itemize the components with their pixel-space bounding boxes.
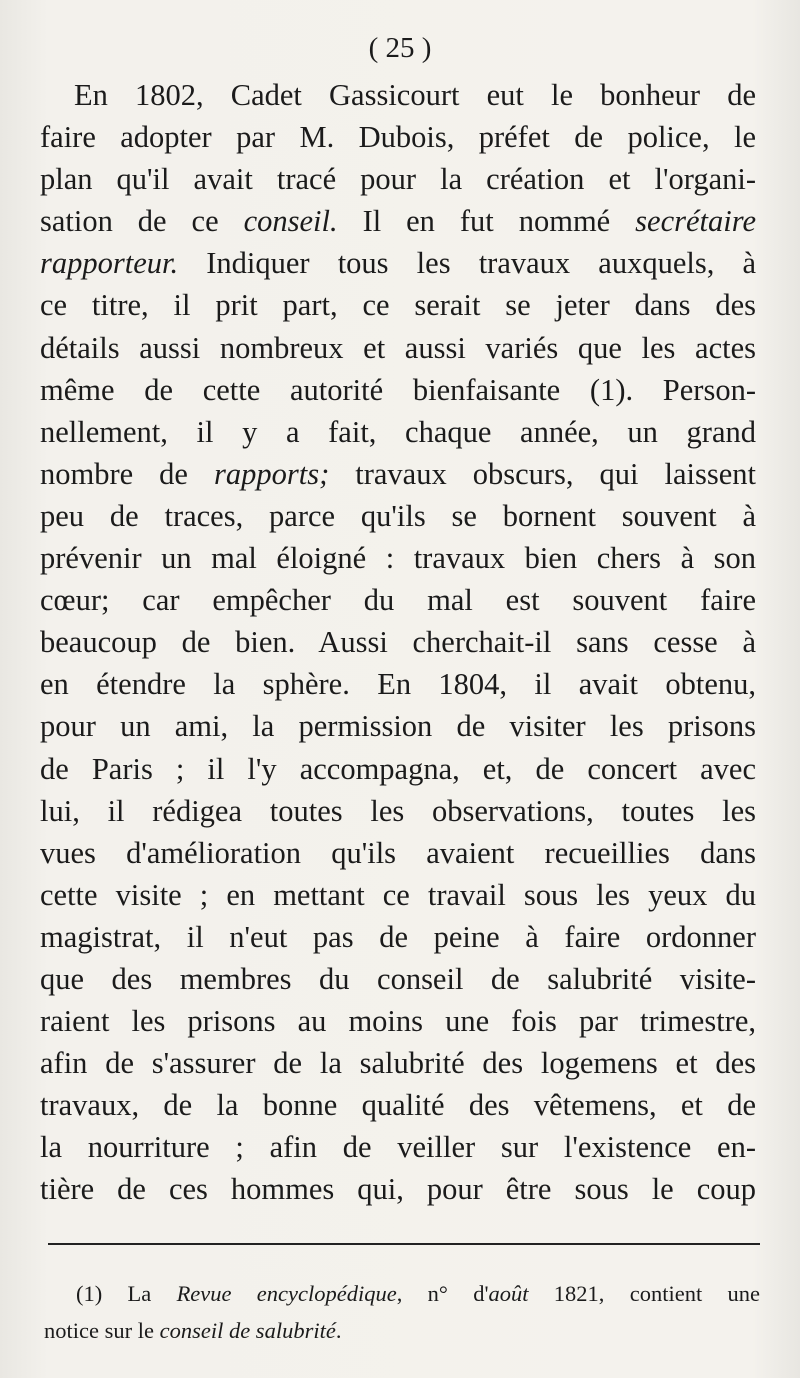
text-line bbox=[40, 411, 756, 453]
text-segment: plan qu'il avait tracé pour la création et l'organi- bbox=[40, 162, 756, 197]
footnote-separator bbox=[48, 1243, 760, 1245]
page-number: ( 25 ) bbox=[368, 32, 432, 64]
text-segment: beaucoup de bien. Aussi cherchait-il sans cesse à bbox=[40, 625, 756, 660]
text-line bbox=[40, 369, 756, 411]
text-line bbox=[40, 1168, 756, 1210]
text-segment: prévenir un mal éloigné : travaux bien chers à son bbox=[40, 541, 756, 576]
text-line bbox=[40, 453, 756, 495]
text-segment: sation de ce bbox=[40, 204, 244, 239]
text-line bbox=[40, 327, 756, 369]
text-line bbox=[40, 790, 756, 832]
text-segment: la nourriture ; afin de veiller sur l'existence en- bbox=[40, 1130, 756, 1165]
text-line bbox=[40, 832, 756, 874]
footnote-segment: notice sur le bbox=[44, 1318, 160, 1343]
text-segment: rapports; bbox=[213, 456, 330, 491]
text-segment: Il en fut nommé bbox=[337, 204, 636, 239]
text-line bbox=[40, 116, 756, 158]
text-line bbox=[40, 748, 756, 790]
text-line bbox=[40, 579, 756, 621]
text-segment: pour un ami, la permission de visiter les prisons bbox=[40, 709, 756, 744]
text-segment: nombre de bbox=[40, 456, 214, 491]
text-line bbox=[40, 200, 756, 242]
text-line bbox=[40, 1084, 756, 1126]
footnote-segment: Revue encyclopédique bbox=[176, 1281, 397, 1306]
text-line bbox=[40, 1000, 756, 1042]
footnote-segment: (1) La bbox=[76, 1281, 177, 1306]
text-segment: même de cette autorité bienfaisante (1). Person- bbox=[40, 372, 756, 407]
text-segment: que des membres du conseil de salubrité visite- bbox=[40, 961, 756, 996]
text-segment: faire adopter par M. Dubois, préfet de police, le bbox=[40, 120, 756, 155]
text-segment: Indiquer tous les travaux auxquels, à bbox=[178, 246, 756, 281]
text-segment: afin de s'assurer de la salubrité des logemens et des bbox=[40, 1046, 756, 1081]
text-segment: peu de traces, parce qu'ils se bornent souvent à bbox=[40, 498, 756, 533]
text-segment: cette visite ; en mettant ce travail sous les yeux du bbox=[40, 877, 756, 912]
text-segment: nellement, il y a fait, chaque année, un grand bbox=[40, 414, 756, 449]
text-segment: secrétaire bbox=[635, 204, 756, 239]
text-line bbox=[40, 1126, 756, 1168]
text-line bbox=[40, 663, 756, 705]
text-segment: lui, il rédigea toutes les observations, toutes les bbox=[40, 793, 756, 828]
text-segment: conseil. bbox=[243, 204, 338, 239]
text-segment: vues d'amélioration qu'ils avaient recueillies dans bbox=[40, 835, 756, 870]
footnote-segment: , n° d' bbox=[396, 1281, 489, 1306]
text-line bbox=[40, 158, 756, 200]
text-segment: rapporteur. bbox=[40, 246, 179, 281]
footnote-segment: . bbox=[335, 1318, 342, 1343]
text-line bbox=[40, 874, 756, 916]
footnote-segment: août bbox=[488, 1281, 529, 1306]
footnote-segment: 1821, contient une bbox=[528, 1281, 760, 1306]
text-segment: détails aussi nombreux et aussi variés que les actes bbox=[40, 330, 756, 365]
text-segment: magistrat, il n'eut pas de peine à faire ordonner bbox=[40, 919, 756, 954]
text-line bbox=[40, 284, 756, 326]
footnote bbox=[44, 1275, 760, 1349]
text-line bbox=[40, 705, 756, 747]
text-line bbox=[40, 1042, 756, 1084]
text-segment: raient les prisons au moins une fois par trimestre, bbox=[40, 1004, 756, 1039]
text-segment: tière de ces hommes qui, pour être sous le coup bbox=[40, 1172, 756, 1207]
text-line bbox=[40, 495, 756, 537]
text-segment: travaux, de la bonne qualité des vêtemens, et de bbox=[40, 1088, 756, 1123]
footnote-line-1 bbox=[44, 1275, 760, 1312]
text-line bbox=[40, 242, 756, 284]
text-line bbox=[40, 916, 756, 958]
text-segment: travaux obscurs, qui laissent bbox=[329, 456, 756, 491]
text-line bbox=[40, 74, 756, 116]
text-segment: en étendre la sphère. En 1804, il avait obtenu, bbox=[40, 667, 756, 702]
text-segment: ce titre, il prit part, ce serait se jeter dans des bbox=[40, 288, 756, 323]
footnote-line-2 bbox=[44, 1312, 760, 1349]
text-line bbox=[40, 537, 756, 579]
text-segment: En 1802, Cadet Gassicourt eut le bonheur de bbox=[74, 78, 756, 112]
footnote-segment: conseil de salubrité bbox=[159, 1318, 336, 1343]
text-line bbox=[40, 958, 756, 1000]
text-line bbox=[40, 621, 756, 663]
text-segment: de Paris ; il l'y accompagna, et, de concert avec bbox=[40, 751, 756, 786]
text-segment: cœur; car empêcher du mal est souvent faire bbox=[40, 583, 756, 618]
main-text bbox=[40, 74, 756, 1211]
